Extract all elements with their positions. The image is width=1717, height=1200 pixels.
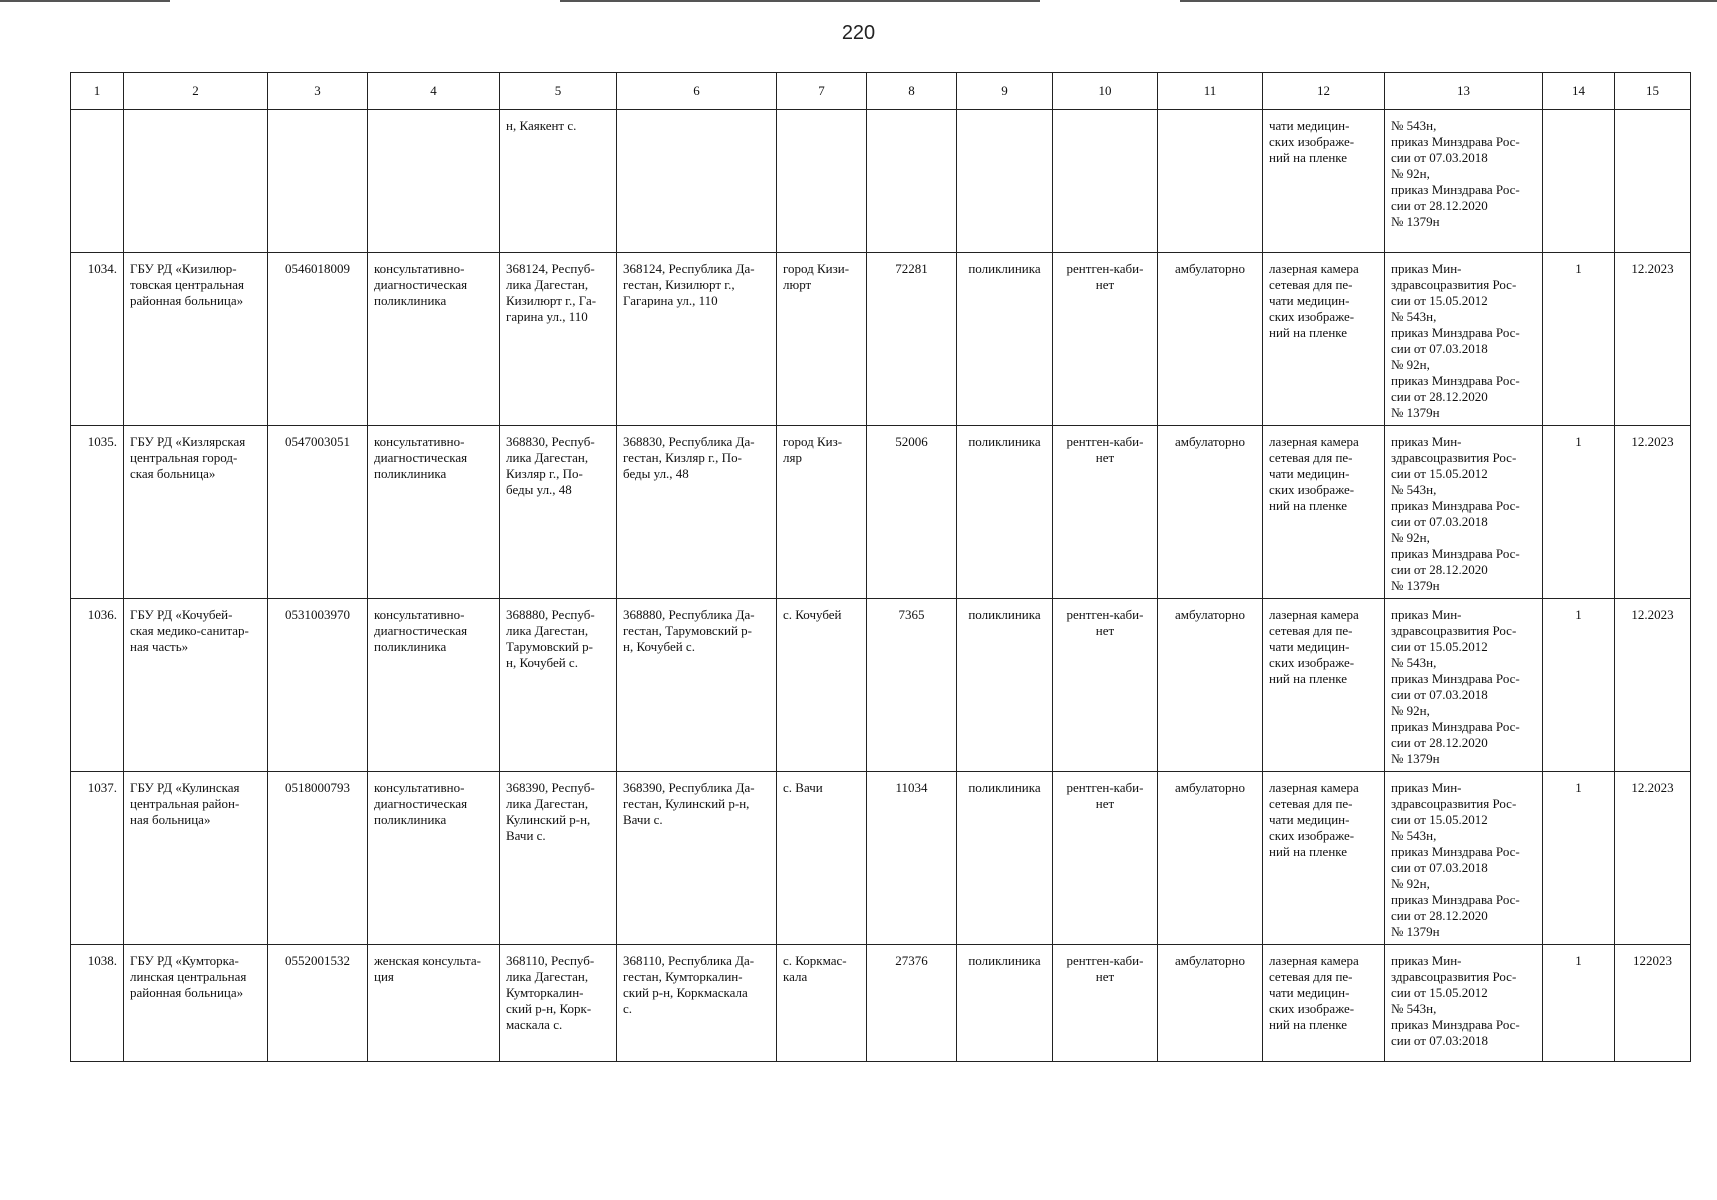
row-number: 1035. bbox=[71, 426, 124, 599]
organization-name: ГБУ РД «Кулинская центральная район- ная больница» bbox=[124, 772, 268, 945]
column-header-11: 11 bbox=[1158, 73, 1263, 110]
registry-table bbox=[70, 72, 1691, 1062]
quantity: 1 bbox=[1543, 599, 1615, 772]
settlement: с. Кочубей bbox=[777, 599, 867, 772]
regulatory-orders: приказ Мин- здравсоцразвития Рос- сии от 15.05.2012 № 543н, приказ Минздрава Рос- сии от 07.03:2018 bbox=[1385, 945, 1543, 1062]
delivery-date: 12.2023 bbox=[1615, 599, 1691, 772]
facility-type: поликлиника bbox=[957, 253, 1053, 426]
room-type: рентген-каби- нет bbox=[1053, 945, 1158, 1062]
legal-address: 368124, Респуб- лика Дагестан, Кизилюрт г., Га- гарина ул., 110 bbox=[500, 253, 617, 426]
care-mode: амбулаторно bbox=[1158, 426, 1263, 599]
settlement: с. Коркмас- кала bbox=[777, 945, 867, 1062]
quantity: 1 bbox=[1543, 772, 1615, 945]
unit-name: консультативно- диагностическая поликлиника bbox=[368, 253, 500, 426]
unit-name: консультативно- диагностическая поликлиника bbox=[368, 426, 500, 599]
scan-edge-left bbox=[0, 0, 170, 2]
scan-edge-mid bbox=[560, 0, 1040, 2]
continuation-row bbox=[71, 110, 1691, 253]
unit-name: консультативно- диагностическая поликлиника bbox=[368, 772, 500, 945]
inn-code: 0546018009 bbox=[268, 253, 368, 426]
legal-address: 368390, Респуб- лика Дагестан, Кулинский р-н, Вачи с. bbox=[500, 772, 617, 945]
population: 52006 bbox=[867, 426, 957, 599]
delivery-date: 12.2023 bbox=[1615, 426, 1691, 599]
column-header-8: 8 bbox=[867, 73, 957, 110]
actual-address: 368880, Республика Да- гестан, Тарумовский р- н, Кочубей с. bbox=[617, 599, 777, 772]
row-number: 1036. bbox=[71, 599, 124, 772]
settlement: город Кизи- люрт bbox=[777, 253, 867, 426]
regulatory-orders: приказ Мин- здравсоцразвития Рос- сии от 15.05.2012 № 543н, приказ Минздрава Рос- сии от 07.03.2018 № 92н, приказ Минздрава Рос- сии от 28.12.2020 № 1379н bbox=[1385, 599, 1543, 772]
row-number: 1038. bbox=[71, 945, 124, 1062]
facility-type: поликлиника bbox=[957, 772, 1053, 945]
organization-name: ГБУ РД «Кумторка- линская центральная районная больница» bbox=[124, 945, 268, 1062]
organization-name: ГБУ РД «Кизлярская центральная город- ская больница» bbox=[124, 426, 268, 599]
regulatory-orders: приказ Мин- здравсоцразвития Рос- сии от 15.05.2012 № 543н, приказ Минздрава Рос- сии от 07.03.2018 № 92н, приказ Минздрава Рос- сии от 28.12.2020 № 1379н bbox=[1385, 772, 1543, 945]
table-row bbox=[71, 253, 1691, 426]
column-header-9: 9 bbox=[957, 73, 1053, 110]
column-header-10: 10 bbox=[1053, 73, 1158, 110]
population: 11034 bbox=[867, 772, 957, 945]
column-header-13: 13 bbox=[1385, 73, 1543, 110]
actual-address: 368124, Республика Да- гестан, Кизилюрт г., Гагарина ул., 110 bbox=[617, 253, 777, 426]
unit-name: консультативно- диагностическая поликлиника bbox=[368, 599, 500, 772]
population: 27376 bbox=[867, 945, 957, 1062]
orders-tail: № 543н, приказ Минздрава Рос- сии от 07.03.2018 № 92н, приказ Минздрава Рос- сии от 28.12.2020 № 1379н bbox=[1385, 110, 1543, 253]
room-type: рентген-каби- нет bbox=[1053, 772, 1158, 945]
care-mode: амбулаторно bbox=[1158, 253, 1263, 426]
regulatory-orders: приказ Мин- здравсоцразвития Рос- сии от 15.05.2012 № 543н, приказ Минздрава Рос- сии от 07.03.2018 № 92н, приказ Минздрава Рос- сии от 28.12.2020 № 1379н bbox=[1385, 253, 1543, 426]
population: 72281 bbox=[867, 253, 957, 426]
table-row bbox=[71, 772, 1691, 945]
facility-type: поликлиника bbox=[957, 599, 1053, 772]
facility-type: поликлиника bbox=[957, 945, 1053, 1062]
row-number: 1037. bbox=[71, 772, 124, 945]
table-header bbox=[71, 73, 1691, 110]
organization-name: ГБУ РД «Кизилюр- товская центральная районная больница» bbox=[124, 253, 268, 426]
equipment-name: лазерная камера сетевая для пе- чати медицин- ских изображе- ний на пленке bbox=[1263, 599, 1385, 772]
inn-code: 0531003970 bbox=[268, 599, 368, 772]
equipment-name: лазерная камера сетевая для пе- чати медицин- ских изображе- ний на пленке bbox=[1263, 945, 1385, 1062]
legal-address: 368880, Респуб- лика Дагестан, Тарумовский р- н, Кочубей с. bbox=[500, 599, 617, 772]
settlement: с. Вачи bbox=[777, 772, 867, 945]
facility-type: поликлиника bbox=[957, 426, 1053, 599]
header-row bbox=[71, 73, 1691, 110]
table-row bbox=[71, 599, 1691, 772]
equipment-name: лазерная камера сетевая для пе- чати медицин- ских изображе- ний на пленке bbox=[1263, 772, 1385, 945]
column-header-14: 14 bbox=[1543, 73, 1615, 110]
column-header-15: 15 bbox=[1615, 73, 1691, 110]
organization-name: ГБУ РД «Кочубей- ская медико-санитар- ная часть» bbox=[124, 599, 268, 772]
row-number: 1034. bbox=[71, 253, 124, 426]
inn-code: 0518000793 bbox=[268, 772, 368, 945]
quantity: 1 bbox=[1543, 426, 1615, 599]
scan-edge-right bbox=[1180, 0, 1717, 2]
room-type: рентген-каби- нет bbox=[1053, 426, 1158, 599]
column-header-1: 1 bbox=[71, 73, 124, 110]
column-header-5: 5 bbox=[500, 73, 617, 110]
column-header-12: 12 bbox=[1263, 73, 1385, 110]
column-header-6: 6 bbox=[617, 73, 777, 110]
room-type: рентген-каби- нет bbox=[1053, 253, 1158, 426]
page-number: 220 bbox=[841, 22, 876, 44]
delivery-date: 12.2023 bbox=[1615, 253, 1691, 426]
room-type: рентген-каби- нет bbox=[1053, 599, 1158, 772]
table-row bbox=[71, 945, 1691, 1062]
care-mode: амбулаторно bbox=[1158, 772, 1263, 945]
address-tail: н, Каякент с. bbox=[500, 110, 617, 253]
care-mode: амбулаторно bbox=[1158, 945, 1263, 1062]
actual-address: 368830, Республика Да- гестан, Кизляр г., По- беды ул., 48 bbox=[617, 426, 777, 599]
inn-code: 0552001532 bbox=[268, 945, 368, 1062]
inn-code: 0547003051 bbox=[268, 426, 368, 599]
equipment-name: лазерная камера сетевая для пе- чати медицин- ских изображе- ний на пленке bbox=[1263, 253, 1385, 426]
quantity: 1 bbox=[1543, 945, 1615, 1062]
population: 7365 bbox=[867, 599, 957, 772]
regulatory-orders: приказ Мин- здравсоцразвития Рос- сии от 15.05.2012 № 543н, приказ Минздрава Рос- сии от 07.03.2018 № 92н, приказ Минздрава Рос- сии от 28.12.2020 № 1379н bbox=[1385, 426, 1543, 599]
legal-address: 368830, Респуб- лика Дагестан, Кизляр г., По- беды ул., 48 bbox=[500, 426, 617, 599]
column-header-3: 3 bbox=[268, 73, 368, 110]
care-mode: амбулаторно bbox=[1158, 599, 1263, 772]
equipment-name: лазерная камера сетевая для пе- чати медицин- ских изображе- ний на пленке bbox=[1263, 426, 1385, 599]
actual-address: 368110, Республика Да- гестан, Кумторкалин- ский р-н, Коркмаскала с. bbox=[617, 945, 777, 1062]
delivery-date: 122023 bbox=[1615, 945, 1691, 1062]
column-header-2: 2 bbox=[124, 73, 268, 110]
actual-address: 368390, Республика Да- гестан, Кулинский р-н, Вачи с. bbox=[617, 772, 777, 945]
quantity: 1 bbox=[1543, 253, 1615, 426]
unit-name: женская консульта- ция bbox=[368, 945, 500, 1062]
table-row bbox=[71, 426, 1691, 599]
column-header-7: 7 bbox=[777, 73, 867, 110]
legal-address: 368110, Респуб- лика Дагестан, Кумторкалин- ский р-н, Корк- маскала с. bbox=[500, 945, 617, 1062]
equipment-tail: чати медицин- ских изображе- ний на пленке bbox=[1263, 110, 1385, 253]
settlement: город Киз- ляр bbox=[777, 426, 867, 599]
delivery-date: 12.2023 bbox=[1615, 772, 1691, 945]
column-header-4: 4 bbox=[368, 73, 500, 110]
